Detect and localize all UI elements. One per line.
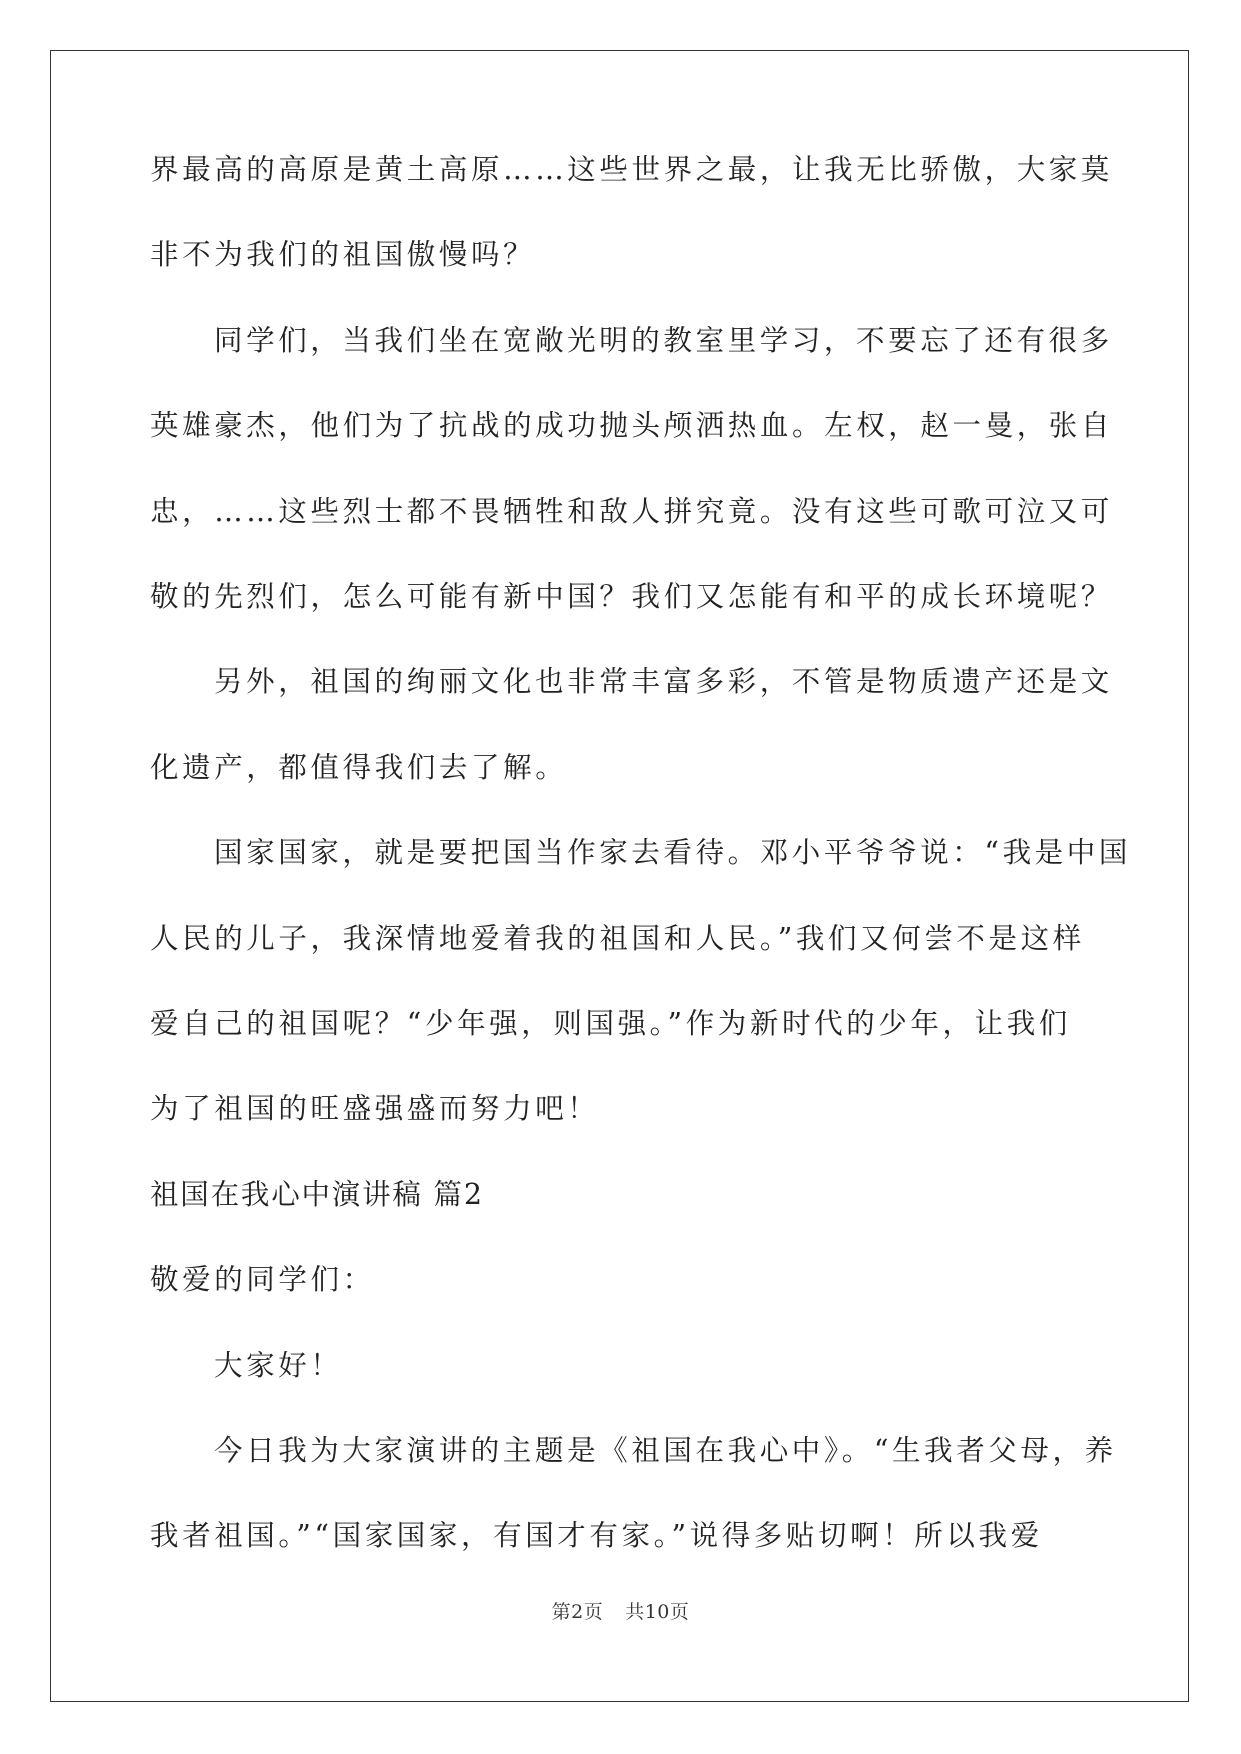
text-line: 英雄豪杰，他们为了抗战的成功抛头颅洒热血。左权，赵一曼，张自 [150, 409, 1114, 443]
text-line: 敬的先烈们，怎么可能有新中国？我们又怎能有和平的成长环境呢？ [150, 580, 1114, 613]
greeting: 大家好！ [214, 1348, 343, 1382]
text-line: 我者祖国。”“国家国家，有国才有家。”说得多贴切啊！所以我爱 [150, 1519, 1043, 1553]
text-line: 同学们，当我们坐在宽敞光明的教室里学习，不要忘了还有很多 [214, 323, 1113, 357]
section-heading: 祖国在我心中演讲稿 篇2 [150, 1177, 484, 1211]
text-line: 另外，祖国的绚丽文化也非常丰富多彩，不管是物质遗产还是文 [214, 665, 1113, 699]
salutation: 敬爱的同学们： [150, 1263, 375, 1297]
text-line: 非不为我们的祖国傲慢吗？ [150, 238, 536, 272]
text-line: 国家国家，就是要把国当作家去看待。邓小平爷爷说：“我是中国 [214, 836, 1131, 870]
page-footer [0, 1600, 1241, 1624]
text-line: 忠，……这些烈士都不畏牺牲和敌人拼究竟。没有这些可歌可泣又可 [150, 494, 1114, 528]
page-total: 共10页 [625, 1601, 690, 1623]
text-line: 化遗产，都值得我们去了解。 [150, 750, 568, 784]
page-number: 第2页 [551, 1601, 604, 1623]
text-line: 为了祖国的旺盛强盛而努力吧！ [150, 1092, 600, 1126]
text-line: 人民的儿子，我深情地爱着我的祖国和人民。”我们又何尝不是这样 [150, 921, 1085, 955]
text-line: 爱自己的祖国呢？“少年强，则国强。”作为新时代的少年，让我们 [150, 1007, 1071, 1040]
text-line: 今日我为大家演讲的主题是《祖国在我心中》。“生我者父母，养 [214, 1434, 1117, 1467]
text-line: 界最高的高原是黄土高原……这些世界之最，让我无比骄傲，大家莫 [150, 153, 1114, 186]
